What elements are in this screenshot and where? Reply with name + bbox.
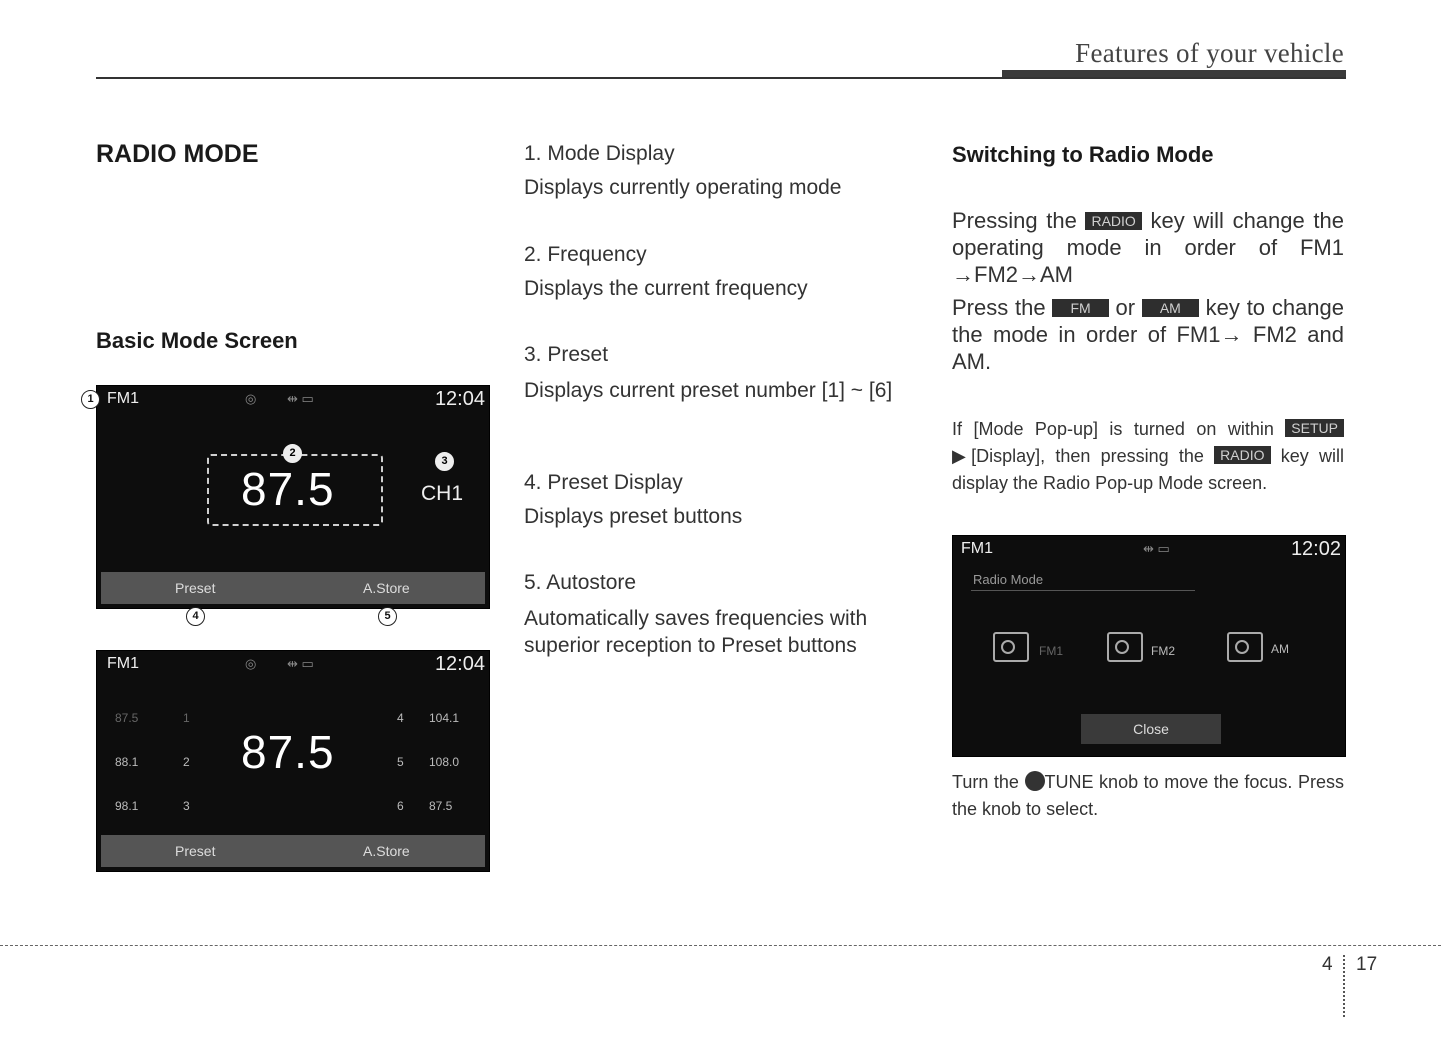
- preset-num: 1: [183, 711, 190, 725]
- text: Press the: [952, 295, 1046, 320]
- text: If [Mode Pop-up] is turned on within: [952, 419, 1274, 439]
- item-1-title: 1. Mode Display: [524, 142, 675, 165]
- usb-icon: ⇹ ▭: [1143, 541, 1170, 556]
- callout-1: 1: [81, 390, 100, 409]
- am-key: AM: [1142, 299, 1199, 317]
- close-button[interactable]: Close: [1081, 714, 1221, 744]
- channel-display: CH1: [421, 482, 464, 505]
- radio-icon[interactable]: [1107, 632, 1143, 662]
- tune-knob-icon: [1025, 771, 1045, 791]
- preset-button[interactable]: Preset: [175, 843, 216, 859]
- radio-key: RADIO: [1214, 446, 1270, 464]
- frequency-display: 87.5: [241, 726, 335, 778]
- option-am[interactable]: AM: [1271, 642, 1289, 656]
- preset-freq[interactable]: 108.0: [429, 755, 460, 769]
- soft-button-bar: [101, 835, 485, 867]
- preset-freq[interactable]: 88.1: [115, 755, 139, 769]
- setup-key: SETUP: [1285, 419, 1344, 437]
- clock: 12:04: [434, 388, 485, 410]
- radio-icon[interactable]: [993, 632, 1029, 662]
- item-4-desc: Displays preset buttons: [524, 505, 743, 528]
- soft-button-bar: [101, 572, 485, 604]
- popup-title: Radio Mode: [973, 572, 1044, 587]
- radio-popup-screen: [952, 535, 1346, 757]
- status-icon: ◎: [245, 391, 257, 406]
- astore-button[interactable]: A.Store: [363, 580, 410, 596]
- fm-key: FM: [1052, 299, 1108, 317]
- preset-num: 3: [183, 799, 190, 813]
- callout-3: 3: [435, 452, 454, 471]
- item-3-desc: Displays current preset number [1] ~ [6]: [524, 379, 893, 402]
- page-title: RADIO MODE: [96, 140, 259, 168]
- preset-freq[interactable]: 87.5: [115, 711, 139, 725]
- page-number: 17: [1356, 954, 1378, 975]
- item-1-desc: Displays currently operating mode: [524, 176, 842, 199]
- basic-mode-screen: [96, 385, 490, 609]
- footer-rule: [0, 945, 1441, 946]
- mode-label: FM1: [107, 390, 139, 407]
- text: Turn the: [952, 772, 1019, 792]
- item-5-title: 5. Autostore: [524, 571, 637, 594]
- popup-divider: [971, 590, 1195, 591]
- callout-5: 5: [378, 607, 397, 626]
- preset-button[interactable]: Preset: [175, 580, 216, 596]
- text: TUNE knob to move the focus. Press the knob to select.: [952, 772, 1344, 819]
- preset-freq[interactable]: 104.1: [429, 711, 460, 725]
- para-radio-key: [952, 207, 1344, 288]
- preset-num: 4: [397, 711, 404, 725]
- option-fm2[interactable]: FM2: [1151, 644, 1175, 658]
- section-title: Features of your vehicle: [1075, 38, 1344, 68]
- preset-freq[interactable]: 98.1: [115, 799, 139, 813]
- text: key will display the Radio Pop-up Mode screen.: [952, 446, 1344, 493]
- text: key to change the mode in order of FM1→ FM2 and AM.: [952, 295, 1345, 374]
- subtitle-basic-mode: Basic Mode Screen: [96, 328, 298, 353]
- astore-button[interactable]: A.Store: [363, 843, 410, 859]
- preset-freq[interactable]: 87.5: [429, 799, 453, 813]
- option-fm1[interactable]: FM1: [1039, 644, 1063, 658]
- header-rule: [96, 77, 1346, 79]
- page-separator: [1343, 955, 1345, 1017]
- para-fm-am-keys: [952, 294, 1344, 375]
- callout-4: 4: [186, 607, 205, 626]
- chapter-number: 4: [1322, 954, 1333, 975]
- item-4-title: 4. Preset Display: [524, 471, 683, 494]
- text: ▶[Display], then pressing the: [952, 446, 1204, 466]
- clock: 12:02: [1290, 538, 1341, 560]
- item-3-title: 3. Preset: [524, 343, 609, 366]
- switching-title: Switching to Radio Mode: [952, 142, 1214, 167]
- mode-label: FM1: [961, 540, 993, 557]
- mode-label: FM1: [107, 655, 139, 672]
- usb-icon: ⇹ ▭: [287, 391, 314, 406]
- text: Pressing the: [952, 208, 1077, 233]
- para-tune: [952, 769, 1344, 823]
- radio-key: RADIO: [1085, 212, 1141, 230]
- preset-num: 5: [397, 755, 404, 769]
- status-icon: ◎: [245, 656, 257, 671]
- preset-mode-screen: [96, 650, 490, 872]
- clock: 12:04: [434, 653, 485, 675]
- usb-icon: ⇹ ▭: [287, 656, 314, 671]
- radio-icon[interactable]: [1227, 632, 1263, 662]
- text: or: [1115, 295, 1136, 320]
- text: key will change the operating mode in order of FM1 →FM2→AM: [952, 208, 1344, 287]
- para-popup: [952, 416, 1344, 497]
- preset-num: 6: [397, 799, 404, 813]
- frequency-display: 87.5: [241, 463, 335, 515]
- item-2-desc: Displays the current frequency: [524, 277, 808, 300]
- preset-num: 2: [183, 755, 190, 769]
- item-2-title: 2. Frequency: [524, 243, 647, 266]
- callout-2: 2: [283, 444, 302, 463]
- item-5-desc: Automatically saves frequencies with superior reception to Preset buttons: [524, 607, 868, 657]
